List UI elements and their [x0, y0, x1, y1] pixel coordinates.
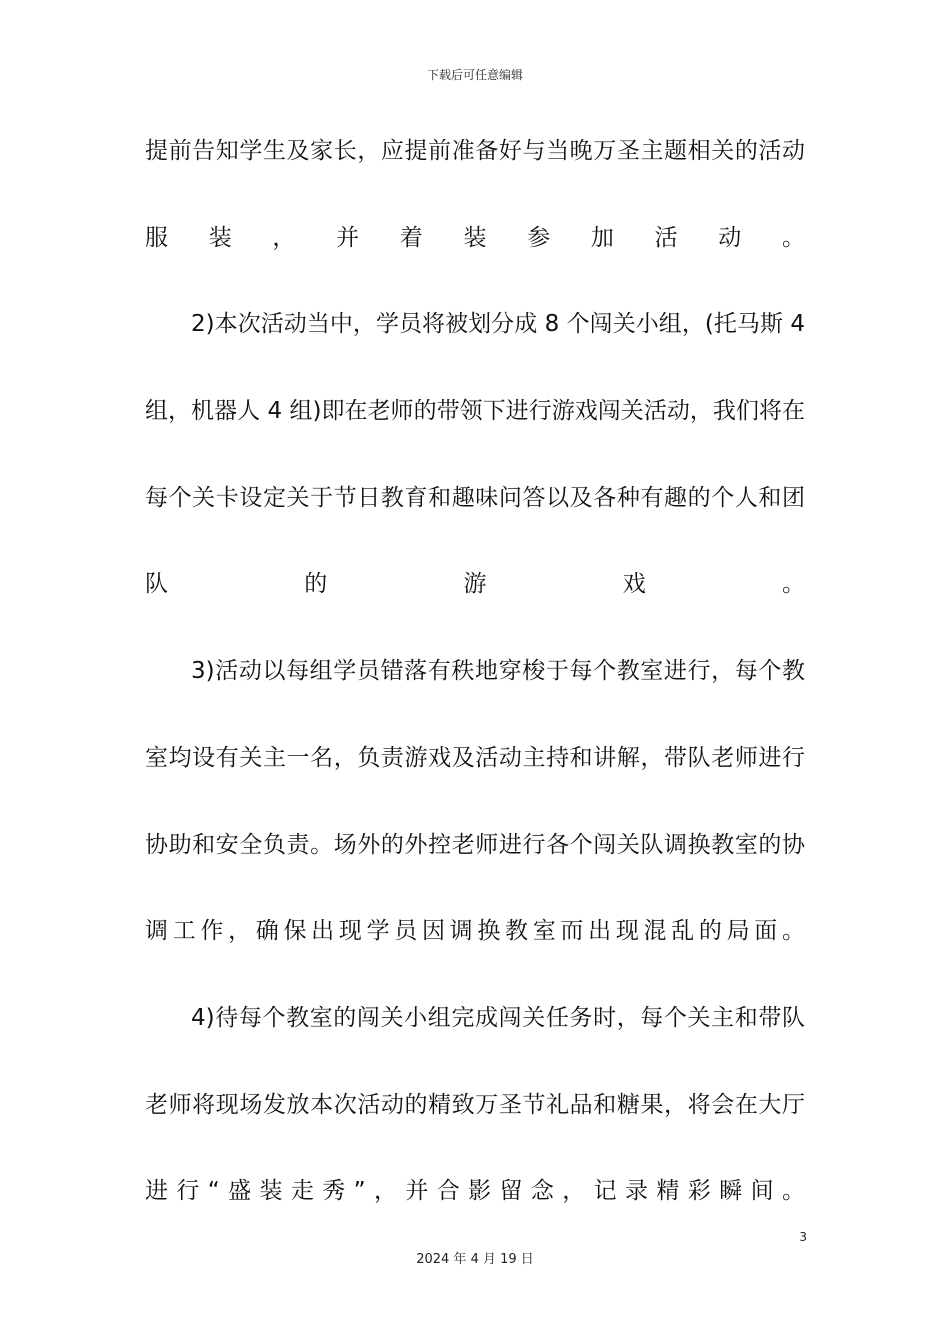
document-body	[145, 128, 805, 1255]
text-line: 队 的 游 戏 。	[145, 571, 805, 598]
text-line: 进行“盛装走秀”，并合影留念，记录精彩瞬间。	[145, 1178, 805, 1205]
text-line: 服 装 ， 并 着 装 参 加 活 动 。	[145, 224, 805, 251]
text-line: 组，机器人 4 组)即在老师的带领下进行游戏闯关活动，我们将在	[145, 398, 805, 425]
text-line: 4)待每个教室的闯关小组完成闯关任务时，每个关主和带队	[191, 1004, 805, 1031]
text-line: 3)活动以每组学员错落有秩地穿梭于每个教室进行，每个教	[191, 658, 805, 685]
text-line: 室均设有关主一名，负责游戏及活动主持和讲解，带队老师进行	[145, 744, 805, 771]
text-line: 提前告知学生及家长，应提前准备好与当晚万圣主题相关的活动	[145, 138, 805, 164]
text-line: 调工作，确保出现学员因调换教室而出现混乱的局面。	[145, 918, 805, 945]
footer-date: 2024 年 4 月 19 日	[416, 1252, 534, 1267]
text-line: 老师将现场发放本次活动的精致万圣节礼品和糖果，将会在大厅	[145, 1091, 805, 1118]
page-number: 3	[799, 1230, 807, 1244]
text-line: 2)本次活动当中，学员将被划分成 8 个闯关小组，(托马斯 4	[191, 311, 805, 338]
text-line: 每个关卡设定关于节日教育和趣味问答以及各种有趣的个人和团	[145, 484, 805, 511]
text-line: 协助和安全负责。场外的外控老师进行各个闯关队调换教室的协	[145, 831, 805, 858]
header-note: 下载后可任意编辑	[426, 68, 523, 82]
